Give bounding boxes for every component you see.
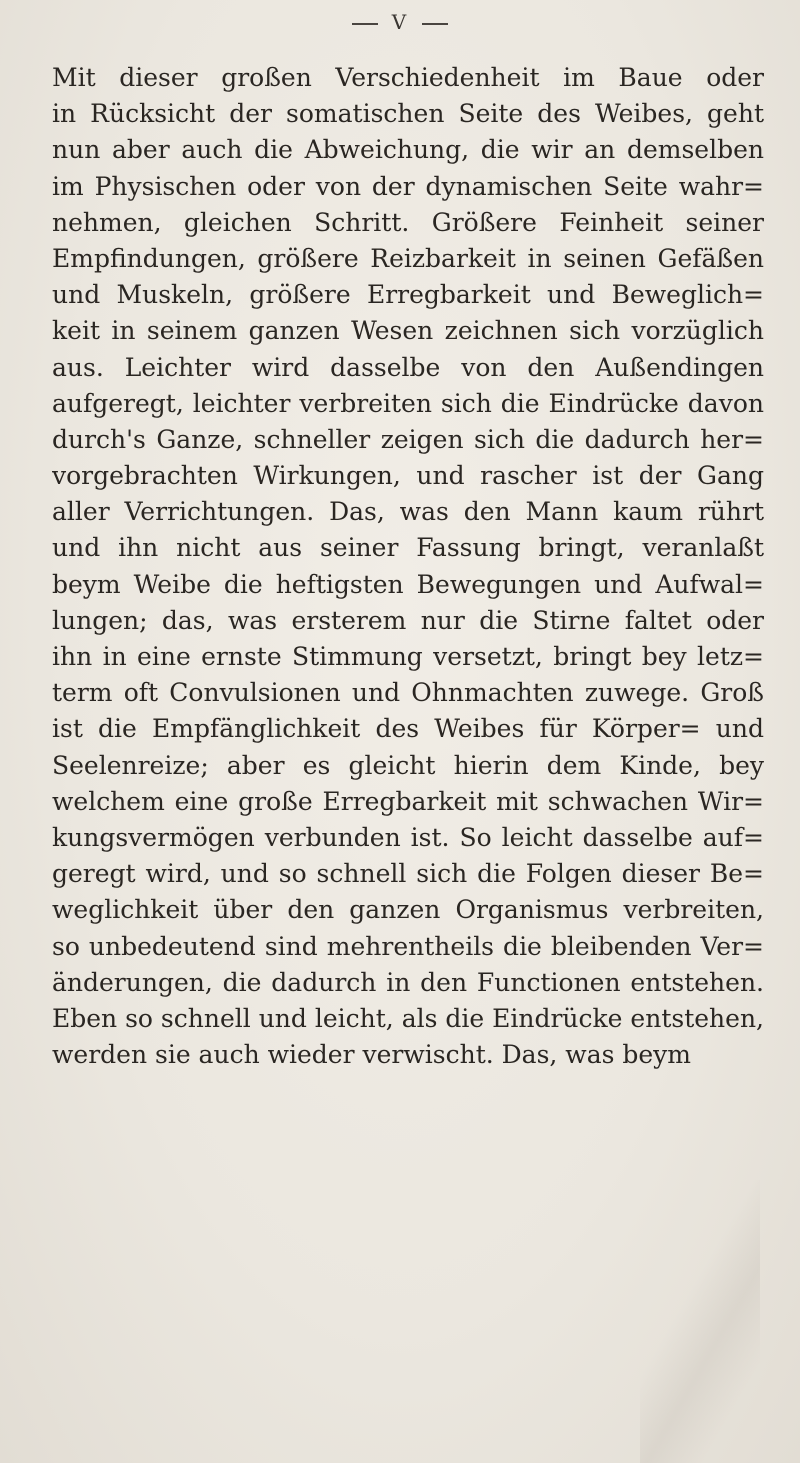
text-line: ist die Empfänglichkeit des Weibes für Körper= und [52,714,764,744]
text-line: und Muskeln, größere Erregbarkeit und Beweglich= [52,280,764,310]
text-line: nun aber auch die Abweichung, die wir an demselben [52,135,764,165]
text-line: geregt wird, und so schnell sich die Folgen dieser Be= [52,859,764,889]
page-header [0,10,800,34]
text-line: vorgebrachten Wirkungen, und rascher ist der Gang [52,461,764,491]
text-line: lungen; das, was ersterem nur die Stirne faltet oder [52,605,764,635]
text-line: welchem eine große Erregbarkeit mit schwachen Wir= [52,786,764,816]
text-line: änderungen, die dadurch in den Functionen entstehen. [52,967,764,997]
text-line: term oft Convulsionen und Ohnmachten zuwege. Groß [52,678,764,708]
text-line: weglichkeit über den ganzen Organismus verbreiten, [52,895,764,925]
text-line: aus. Leichter wird dasselbe von den Außendingen [52,352,764,382]
text-line: im Physischen oder von der dynamischen Seite wahr= [52,171,764,201]
text-line: Mit dieser großen Verschiedenheit im Baue oder [52,63,764,92]
text-line: in Rücksicht der somatischen Seite des Weibes, geht [52,99,764,129]
text-line: Eben so schnell und leicht, als die Eindrücke entstehen, [52,1003,764,1033]
text-line: so unbedeutend sind mehrentheils die bleibenden Ver= [52,931,764,961]
header-dash-left [352,23,378,25]
body-text [52,60,764,1073]
text-line: aller Verrichtungen. Das, was den Mann kaum rührt [52,497,764,527]
text-line: werden sie auch wieder verwischt. Das, was beym [52,1040,692,1070]
text-line: Empfindungen, größere Reizbarkeit in seinen Gefäßen [52,243,764,273]
paper-fold-shadow [640,1180,760,1463]
header-dash-right [422,23,448,25]
text-line: und ihn nicht aus seiner Fassung bringt, veranlaßt [52,533,764,563]
text-line: nehmen, gleichen Schritt. Größere Feinheit seiner [52,207,764,237]
text-line: Seelenreize; aber es gleicht hierin dem Kinde, bey [52,750,764,780]
page-number: V [391,10,409,34]
text-line: kungsvermögen verbunden ist. So leicht dasselbe auf= [52,822,764,852]
text-line: keit in seinem ganzen Wesen zeichnen sich vorzüglich [52,316,764,346]
text-line: durch's Ganze, schneller zeigen sich die dadurch her= [52,424,764,454]
text-line: ihn in eine ernste Stimmung versetzt, bringt bey letz= [52,642,764,671]
text-line: beym Weibe die heftigsten Bewegungen und Aufwal= [52,569,764,599]
text-line: aufgeregt, leichter verbreiten sich die Eindrücke davon [52,388,764,418]
